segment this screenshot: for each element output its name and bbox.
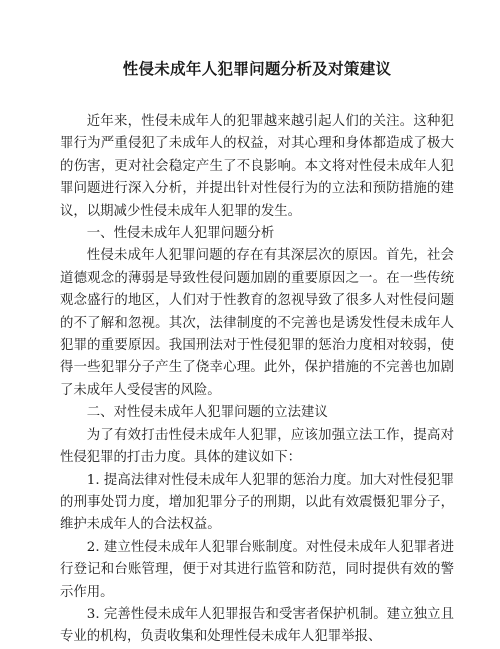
document-title: 性侵未成年人犯罪问题分析及对策建议 (122, 60, 392, 78)
recommendation-item-1: 1. 提高法律对性侵未成年人犯罪的惩治力度。加大对性侵犯罪的刑事处罚力度，增加犯罪分子的刑期，以此有效震慑犯罪分子，维护未成年人的合法权益。 (60, 472, 454, 533)
section-heading-analysis: 一、性侵未成年人犯罪问题分析 (86, 226, 275, 242)
recommendation-item-3: 3. 完善性侵未成年人犯罪报告和受害者保护机制。建立独立且专业的机构，负责收集和处理性侵未成年人犯罪举报、 (60, 606, 454, 645)
section-heading-legislation: 二、对性侵未成年人犯罪问题的立法建议 (86, 405, 328, 421)
document-body (60, 111, 454, 649)
recommendation-item-2: 2. 建立性侵未成年人犯罪台账制度。对性侵未成年人犯罪者进行登记和台账管理，便于对其进行监管和防范，同时提供有效的警示作用。 (60, 539, 454, 600)
analysis-paragraph: 性侵未成年人犯罪问题的存在有其深层次的原因。首先，社会道德观念的薄弱是导致性侵问题加剧的重要原因之一。在一些传统观念盛行的地区，人们对于性教育的忽视导致了很多人对性侵问题的不了解和忽视。其次，法律制度的不完善也是诱发性侵未成年人犯罪的重要原因。我国刑法对于性侵犯罪的惩治力度相对较弱，使得一些犯罪分子产生了侥幸心理。此外，保护措施的不完善也加剧了未成年人受侵害的风险。 (60, 248, 454, 398)
intro-paragraph: 近年来，性侵未成年人的犯罪越来越引起人们的关注。这种犯罪行为严重侵犯了未成年人的权益，对其心理和身体都造成了极大的伤害，更对社会稳定产生了不良影响。本文将对性侵未成年人犯罪问题进行深入分析，并提出针对性侵行为的立法和预防措施的建议，以期减少性侵未成年人犯罪的发生。 (60, 114, 454, 219)
legislation-intro-paragraph: 为了有效打击性侵未成年人犯罪，应该加强立法工作，提高对性侵犯罪的打击力度。具体的建议如下： (60, 427, 454, 466)
